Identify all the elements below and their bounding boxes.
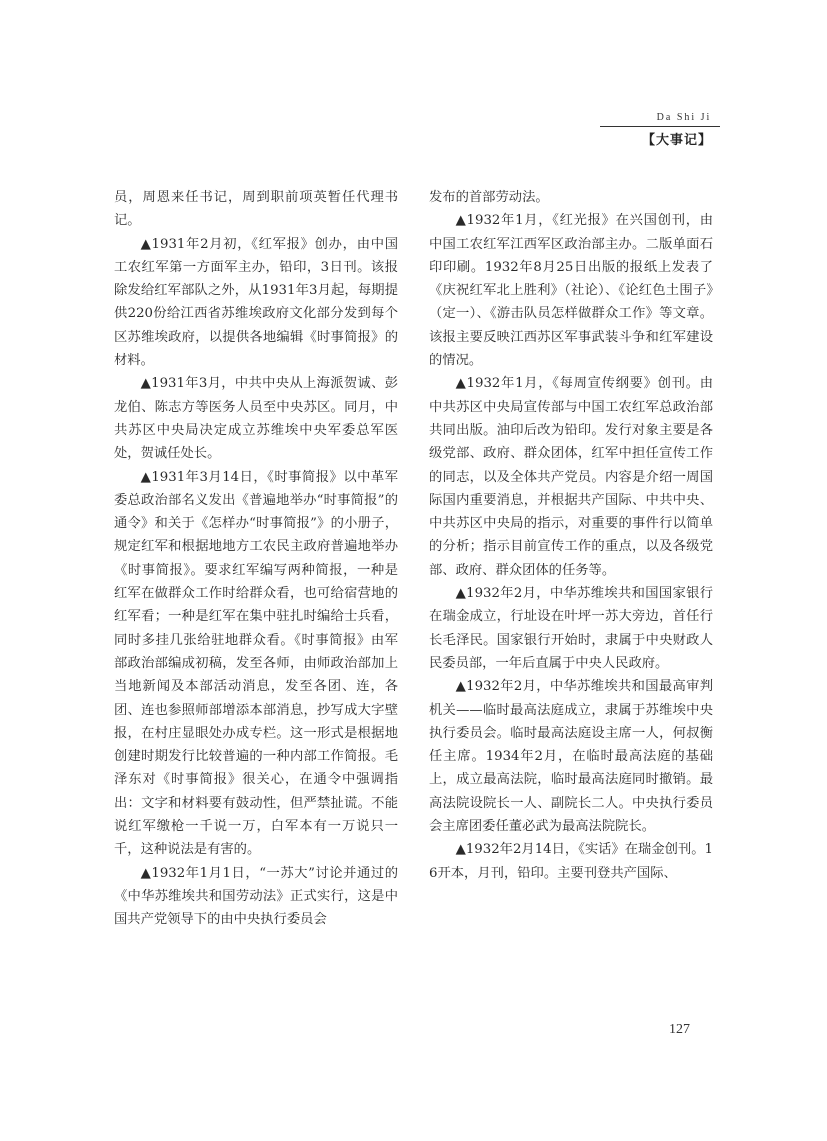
paragraph: ▲1931年2月初，《红军报》创办，由中国工农红军第一方面军主办，铅印，3日刊。该报除发给红军部队之外，从1931年3月起，每期提供220份给江西省苏维埃政府文化部分发到每个区苏维埃政府，以提供各地编辑《时事简报》的材料。 <box>114 236 398 369</box>
paragraph: ▲1932年1月1日，“一苏大”讨论并通过的《中华苏维埃共和国劳动法》正式实行，这是中国共产党领导下的由中央执行委员会 <box>114 865 398 928</box>
paragraph: ▲1932年1月，《每周宣传纲要》创刊。由中共苏区中央局宣传部与中国工农红军总政治部共同出版。油印后改为铅印。发行对象主要是各级党部、政府、群众团体，红军中担任宣传工作的同志，以及全体共产党员。内容是介绍一周国际国内重要消息，并根据共产国际、中共中央、中共苏区中央局的指示，对重要的事件行以简单的分析；指示目前宣传工作的重点，以及各级党部、政府、群众团体的任务等。 <box>429 376 713 578</box>
header-rule <box>600 126 720 127</box>
paragraph: ▲1932年1月，《红光报》在兴国创刊，由中国工农红军江西军区政治部主办。二版单面石印印刷。1932年8月25日出版的报纸上发表了《庆祝红军北上胜利》（社论）、《论红色土围子》（定一）、《游击队员怎样做群众工作》等文章。该报主要反映江西苏区军事武装斗争和红军建设的情况。 <box>429 213 713 369</box>
paragraph: ▲1932年2月，中华苏维埃共和国国家银行在瑞金成立，行址设在叶坪一苏大旁边，首任行长毛泽民。国家银行开始时，隶属于中央财政人民委员部，一年后直属于中央人民政府。 <box>429 586 713 671</box>
left-column <box>114 186 398 932</box>
paragraph: ▲1931年3月，中共中央从上海派贺诚、彭龙伯、陈志方等医务人员至中央苏区。同月，中共苏区中央局决定成立苏维埃中央军委总军医处，贺诚任处长。 <box>114 376 398 462</box>
paragraph: ▲1932年2月，中华苏维埃共和国最高审判机关——临时最高法庭成立，隶属于苏维埃中央执行委员会。临时最高法庭设主席一人，何叔衡任主席。1934年2月，在临时最高法庭的基础上，成立最高法院，临时最高法庭同时撤销。最高法院设院长一人、副院长二人。中央执行委员会主席团委任董必武为最高法院院长。 <box>429 679 713 835</box>
paragraph: ▲1932年2月14日，《实话》在瑞金创刊。16开本，月刊，铅印。主要刊登共产国际、 <box>429 842 714 881</box>
header-pinyin: Da Shi Ji <box>656 112 712 123</box>
header-title: 【大事记】 <box>642 133 713 148</box>
paragraph: 发布的首部劳动法。 <box>429 190 549 205</box>
right-column <box>429 186 713 885</box>
page-number: 127 <box>669 1022 690 1037</box>
paragraph: 员，周恩来任书记，周到职前项英暂任代理书记。 <box>114 190 398 229</box>
paragraph: ▲1931年3月14日，《时事简报》以中革军委总政治部名义发出《普遍地举办“时事简报”的通令》和关于《怎样办“时事简报”》的小册子，规定红军和根据地地方工农民主政府普遍地举办《时事简报》。要求红军编写两种简报，一种是红军在做群众工作时给群众看，也可给宿营地的红军看；一种是红军在集中驻扎时编给士兵看，同时多挂几张给驻地群众看。《时事简报》由军部政治部编成初稿，发至各师，由师政治部加上当地新闻及本部活动消息，发至各团、连，各团、连也参照师部增添本部消息，抄写成大字壁报，在村庄显眼处办成专栏。这一形式是根据地创建时期发行比较普遍的一种内部工作简报。毛泽东对《时事简报》很关心，在通令中强调指出：文字和材料要有鼓动性，但严禁扯谎。不能说红军缴枪一千说一万，白军本有一万说只一千，这种说法是有害的。 <box>114 469 398 858</box>
